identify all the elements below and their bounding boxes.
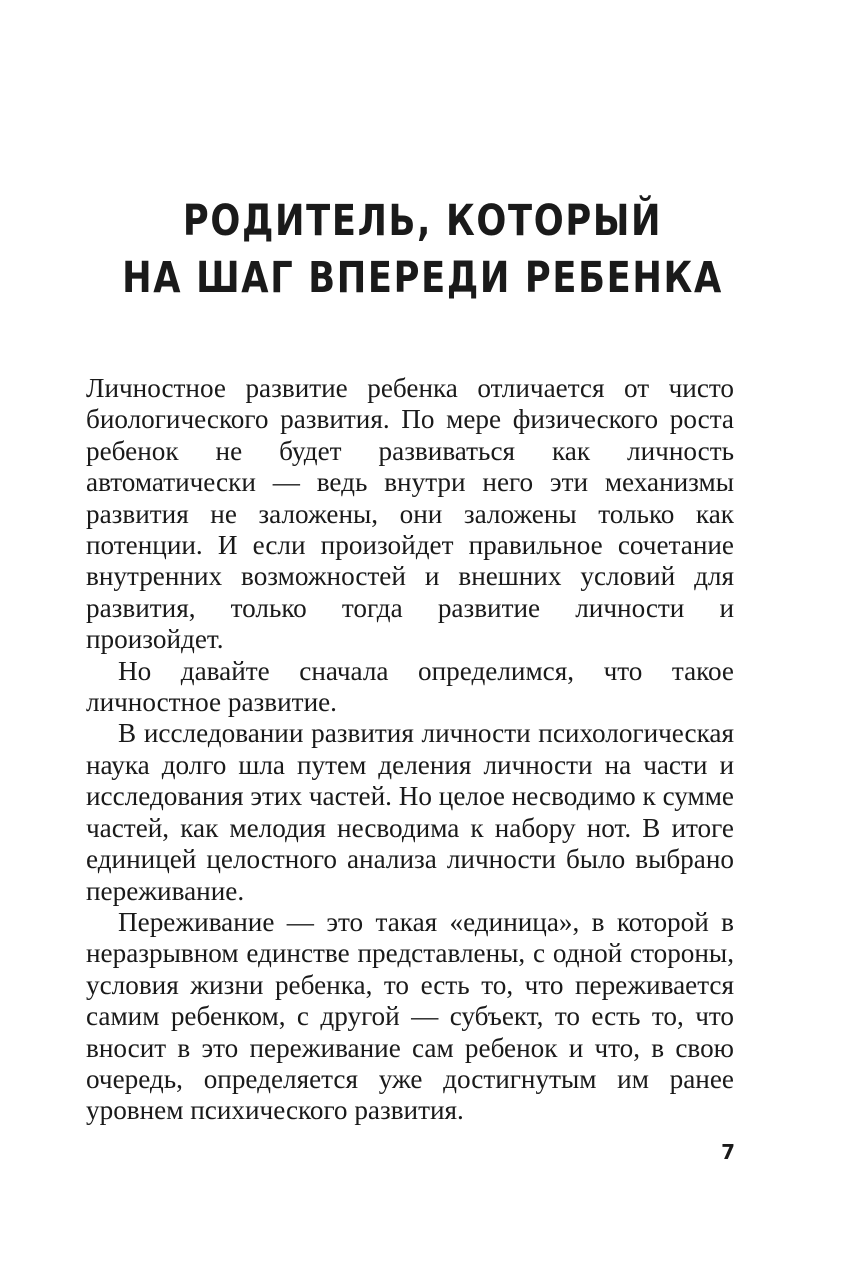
chapter-title-line-2: НА ШАГ ВПЕРЕДИ РЕБЕНКА (122, 253, 723, 303)
page-number: 7 (721, 1140, 735, 1164)
paragraph: В исследовании развития личности психологическая наука долго шла путем деления личности на части и исследования этих частей. Но целое несводимо к сумме частей, как мелодия несводима к набору нот. В итоге единицей целостного анализа личности было выбрано переживание. (86, 718, 734, 906)
paragraph: Личностное развитие ребенка отличается от чисто биологического развития. По мере физического роста ребенок не будет развиваться как личность автоматически — ведь внутри него эти механизмы развития не заложены, они заложены только как потенции. И если произойдет правильное сочетание внутренних возможностей и внешних условий для развития, только тогда развитие личности и произойдет. (86, 373, 734, 655)
paragraph: Переживание — это такая «единица», в которой в неразрывном единстве представлены, с одной стороны, условия жизни ребенка, то есть то, что переживается самим ребенком, с другой — субъект, то есть то, что вносит в это переживание сам ребенок и что, в свою очередь, определяется уже достигнутым им ранее уровнем психического развития. (86, 906, 734, 1126)
paragraph: Но давайте сначала определимся, что такое личностное развитие. (86, 655, 734, 718)
chapter-body (86, 373, 734, 1127)
chapter-title-line-1: РОДИТЕЛЬ, КОТОРЫЙ (182, 196, 663, 246)
